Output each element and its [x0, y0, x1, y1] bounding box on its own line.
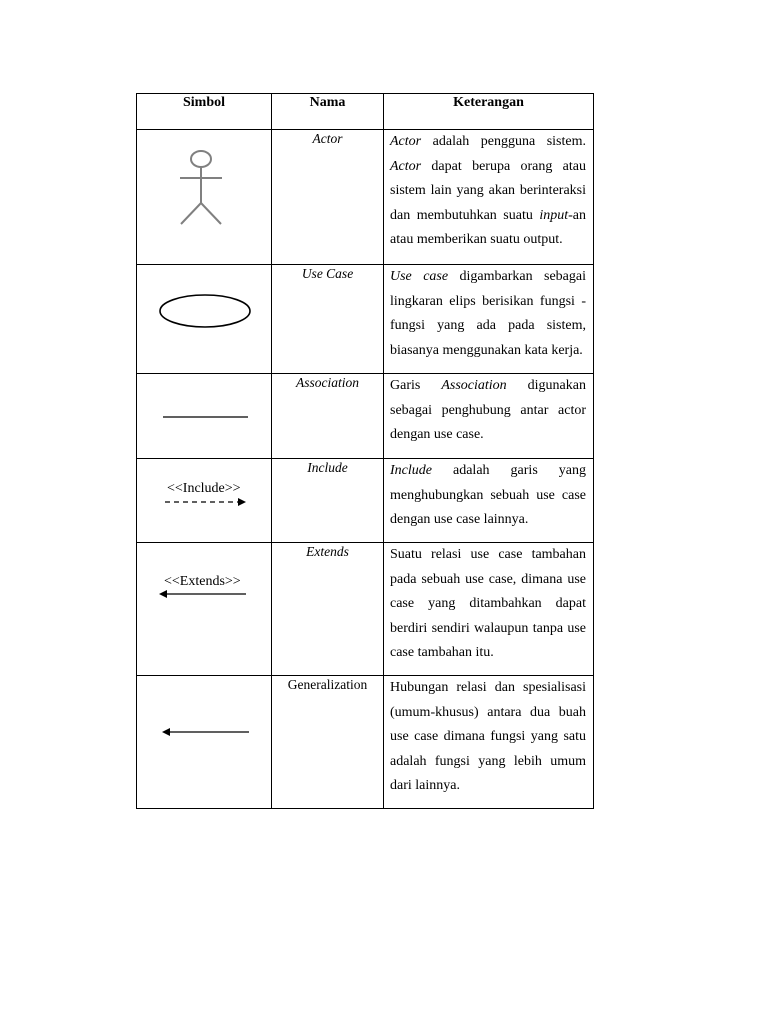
description-line — [390, 676, 586, 701]
table-row-generalization — [137, 676, 594, 809]
text-run: menghubungkan sebuah use case — [390, 487, 586, 503]
name-cell-generalization: Generalization — [272, 676, 384, 809]
text-run: Garis — [390, 378, 442, 393]
name-cell-association: Association — [272, 374, 384, 459]
header-symbol: Simbol — [137, 94, 272, 130]
text-run: dan membutuhkan suatu — [390, 207, 540, 223]
description-line — [390, 774, 586, 799]
symbol-cell-extends — [137, 543, 272, 676]
italic-term: input — [539, 207, 569, 223]
table-row-association — [137, 374, 594, 459]
description-cell-extends — [384, 543, 594, 676]
description-line — [390, 314, 586, 339]
text-run: Hubungan relasi dan spesialisasi — [390, 680, 586, 695]
text-run: fungsi yang ada pada sistem, — [390, 318, 586, 333]
description-line — [390, 459, 586, 484]
italic-term: Actor — [390, 158, 422, 174]
description-line — [390, 423, 586, 448]
text-run: pada sebuah use case, dimana use — [390, 571, 586, 587]
text-run: atau memberikan suatu output. — [390, 232, 563, 247]
text-run: sistem lain yang akan berinteraksi — [390, 183, 586, 198]
description-line — [390, 617, 586, 642]
symbol-cell-use-case — [137, 265, 272, 374]
solid-line-association-icon — [162, 414, 250, 420]
description-cell-include — [384, 459, 594, 543]
table-row-use-case — [137, 265, 594, 374]
table-row-include — [137, 459, 594, 543]
text-run: adalah fungsi yang lebih umum — [390, 753, 586, 769]
description-line — [390, 701, 586, 726]
table-row-actor — [137, 130, 594, 265]
description-line — [390, 228, 586, 253]
arrow-left-extends-icon — [158, 588, 248, 600]
text-run: use case dimana fungsi yang satu — [390, 729, 586, 744]
description-line — [390, 265, 586, 290]
dashed-arrow-include-icon — [164, 496, 248, 508]
header-description: Keterangan — [384, 94, 594, 130]
text-run: -an — [568, 207, 586, 223]
name-cell-use-case: Use Case — [272, 265, 384, 374]
description-line — [390, 592, 586, 617]
text-run: sebagai penghubung antar actor — [390, 402, 586, 418]
description-line — [390, 374, 586, 399]
description-line — [390, 155, 586, 180]
text-run: case yang ditambahkan dapat — [390, 596, 586, 611]
description-cell-use-case — [384, 265, 594, 374]
description-line — [390, 339, 586, 364]
text-run: case tambahan itu. — [390, 645, 494, 660]
text-run: Suatu relasi use case tambahan — [390, 547, 586, 562]
symbol-cell-association — [137, 374, 272, 459]
description-line — [390, 568, 586, 593]
description-cell-generalization — [384, 676, 594, 809]
description-line — [390, 508, 586, 533]
text-run: (umum-khusus) antara dua buah — [390, 704, 586, 720]
text-run: digambarkan sebagai — [448, 269, 586, 284]
italic-term: Use case — [390, 269, 449, 284]
arrow-left-generalization-icon — [161, 726, 251, 738]
table-row-extends — [137, 543, 594, 676]
description-line — [390, 130, 586, 155]
text-run: biasanya menggunakan kata kerja. — [390, 342, 583, 358]
text-run: berdiri sendiri walaupun tanpa use — [390, 620, 586, 636]
header-row — [137, 94, 594, 130]
description-line — [390, 290, 586, 315]
symbol-cell-generalization — [137, 676, 272, 809]
extends-stereotype-label: <<Extends>> — [164, 574, 241, 589]
text-run: dapat berupa orang atau — [421, 158, 586, 174]
name-cell-actor: Actor — [272, 130, 384, 265]
description-line — [390, 641, 586, 666]
description-cell-actor — [384, 130, 594, 265]
description-line — [390, 725, 586, 750]
text-run: adalah pengguna sistem. — [421, 134, 586, 149]
description-line — [390, 750, 586, 775]
name-cell-extends: Extends — [272, 543, 384, 676]
description-line — [390, 543, 586, 568]
description-line — [390, 179, 586, 204]
include-stereotype-label: <<Include>> — [167, 481, 241, 496]
symbol-cell-include — [137, 459, 272, 543]
header-name: Nama — [272, 94, 384, 130]
text-run: dengan use case. — [390, 427, 484, 442]
name-cell-include: Include — [272, 459, 384, 543]
text-run: dari lainnya. — [390, 778, 460, 793]
text-run: adalah garis yang — [431, 463, 586, 478]
stick-figure-actor-icon — [177, 148, 225, 226]
description-cell-association — [384, 374, 594, 459]
uml-symbol-table — [136, 93, 594, 809]
symbol-cell-actor — [137, 130, 272, 265]
italic-term: Actor — [390, 134, 422, 149]
description-line — [390, 204, 586, 229]
italic-term: Include — [390, 463, 432, 478]
ellipse-use-case-icon — [158, 293, 252, 331]
text-run: dengan use case lainnya. — [390, 512, 529, 527]
text-run: digunakan — [506, 378, 586, 393]
italic-term: Association — [441, 378, 507, 393]
description-line — [390, 399, 586, 424]
description-line — [390, 484, 586, 509]
text-run: lingkaran elips berisikan fungsi - — [390, 293, 586, 309]
